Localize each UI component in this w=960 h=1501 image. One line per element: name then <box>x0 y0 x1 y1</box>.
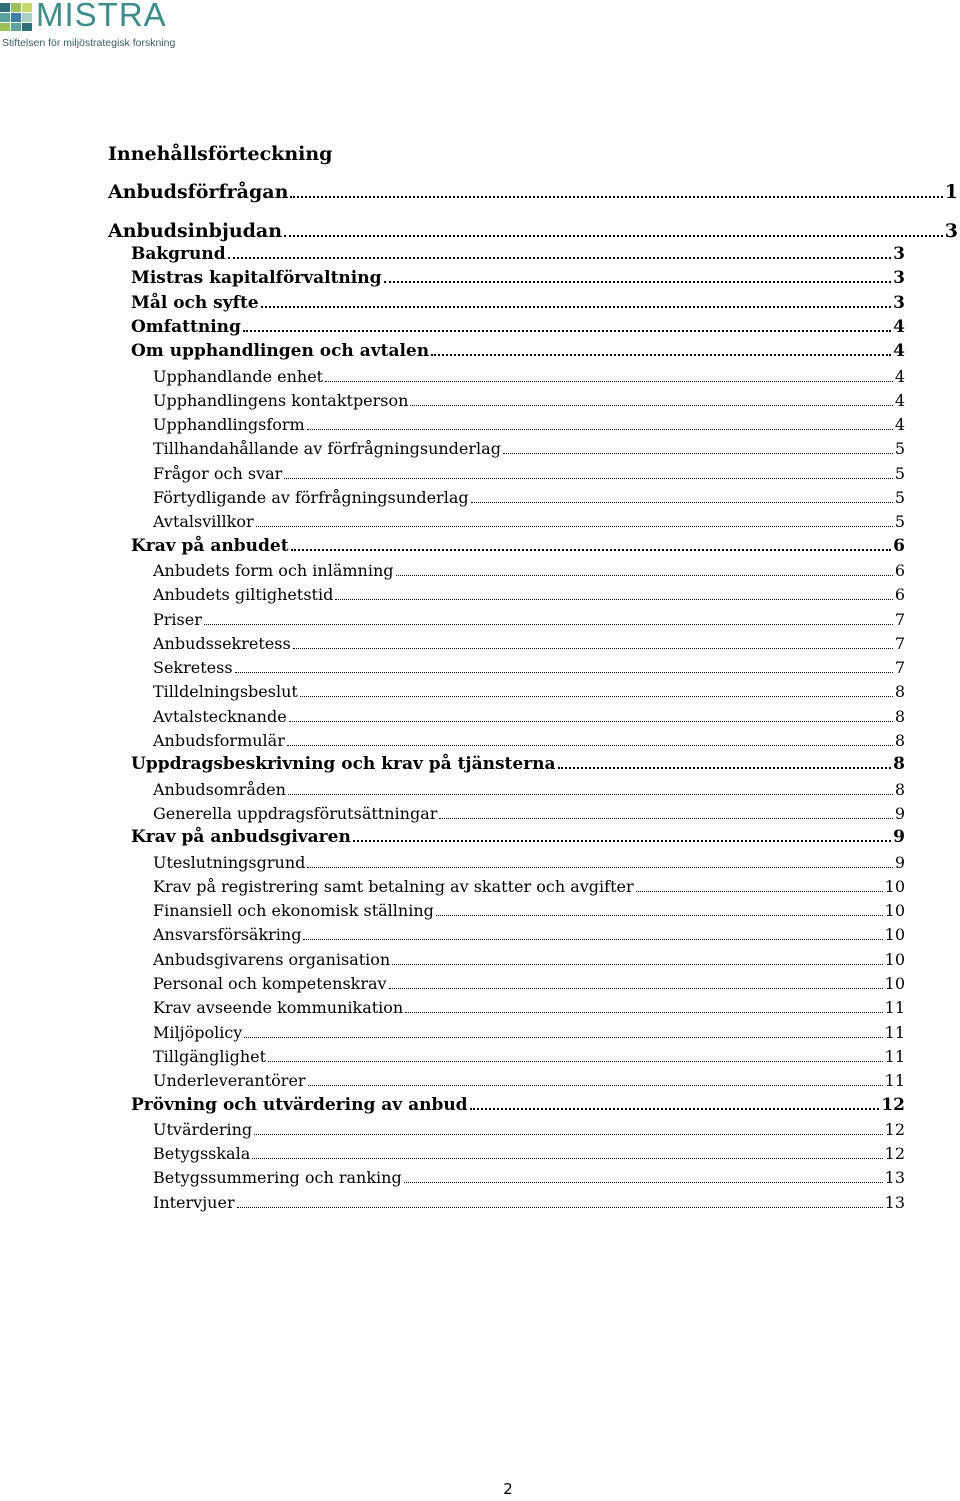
toc-entry[interactable] <box>153 1166 905 1189</box>
toc-leader-dots <box>439 818 892 819</box>
toc-entry[interactable] <box>131 753 905 776</box>
toc-entry[interactable] <box>153 996 905 1019</box>
toc-entry-label: Anbudsförfrågan <box>108 181 289 203</box>
toc-leader-dots <box>256 526 893 527</box>
toc-entry-label: Anbudsformulär <box>153 731 285 750</box>
toc-entry-page: 8 <box>894 731 905 750</box>
toc-entry-page: 10 <box>884 901 905 920</box>
toc-entry[interactable] <box>153 1142 905 1165</box>
toc-entry-label: Tillgänglighet <box>153 1047 267 1066</box>
toc-entry-label: Bakgrund <box>131 244 226 264</box>
toc-entry-page: 4 <box>894 367 905 386</box>
toc-entry-label: Anbudsinbjudan <box>108 220 283 242</box>
toc-entry-label: Intervjuer <box>153 1193 235 1212</box>
toc-entry-label: Finansiell och ekonomisk ställning <box>153 901 434 920</box>
toc-entry-label: Prövning och utvärdering av anbud <box>131 1095 468 1115</box>
toc-entry-page: 8 <box>894 682 905 701</box>
toc-entry-label: Krav på anbudet <box>131 536 289 556</box>
toc-entry-page: 9 <box>894 853 905 872</box>
toc-entry-label: Sekretess <box>153 658 233 677</box>
toc-entry-page: 11 <box>884 1071 905 1090</box>
toc-leader-dots <box>335 599 893 600</box>
toc-leader-dots <box>293 648 893 649</box>
toc-entry[interactable] <box>153 851 905 874</box>
toc-entry-label: Betygsskala <box>153 1144 251 1163</box>
toc-leader-dots <box>410 405 892 406</box>
toc-entry-label: Mål och syfte <box>131 293 259 313</box>
toc-leader-dots <box>307 429 893 430</box>
toc-entry-label: Krav på registrering samt betalning av skatter och avgifter <box>153 877 634 896</box>
toc-entry[interactable] <box>108 218 958 244</box>
toc-entry[interactable] <box>131 340 905 363</box>
toc-entry-page: 10 <box>884 877 905 896</box>
toc-entry-label: Upphandlingsform <box>153 415 305 434</box>
toc-entry-page: 13 <box>884 1193 905 1212</box>
toc-entry[interactable] <box>153 583 905 606</box>
toc-entry-page: 6 <box>893 536 905 556</box>
toc-entry[interactable] <box>153 1021 905 1044</box>
toc-entry[interactable] <box>153 875 905 898</box>
toc-leader-dots <box>284 235 943 237</box>
toc-entry-page: 5 <box>894 464 905 483</box>
toc-entry-label: Upphandlande enhet <box>153 367 324 386</box>
toc-entry-page: 3 <box>944 220 958 242</box>
toc-leader-dots <box>287 745 893 746</box>
toc-leader-dots <box>405 1012 882 1013</box>
mistra-logo <box>0 0 180 52</box>
logo-name: MISTRA <box>36 0 167 33</box>
toc-leader-dots <box>252 1158 882 1159</box>
toc-leader-dots <box>261 306 892 308</box>
toc-leader-dots <box>204 624 893 625</box>
toc-title: Innehållsförteckning <box>108 143 333 165</box>
toc-entry[interactable] <box>131 826 905 849</box>
toc-leader-dots <box>303 939 882 940</box>
toc-entry[interactable] <box>153 365 905 388</box>
toc-leader-dots <box>558 767 892 769</box>
toc-entry-page: 7 <box>894 658 905 677</box>
toc-entry[interactable] <box>153 899 905 922</box>
toc-entry-page: 6 <box>894 561 905 580</box>
toc-leader-dots <box>291 549 892 551</box>
toc-entry-page: 9 <box>893 827 905 847</box>
toc-entry-label: Omfattning <box>131 317 241 337</box>
toc-leader-dots <box>284 478 892 479</box>
toc-entry[interactable] <box>153 608 905 631</box>
toc-leader-dots <box>237 1207 883 1208</box>
toc-entry[interactable] <box>153 923 905 946</box>
toc-entry-page: 10 <box>884 925 905 944</box>
toc-entry[interactable] <box>153 462 905 485</box>
toc-entry-page: 5 <box>894 512 905 531</box>
toc-entry-page: 7 <box>894 634 905 653</box>
toc-entry[interactable] <box>131 316 905 339</box>
toc-entry-label: Anbudssekretess <box>153 634 291 653</box>
toc-entry-label: Krav på anbudsgivaren <box>131 827 351 847</box>
toc-entry[interactable] <box>153 802 905 825</box>
toc-leader-dots <box>353 840 891 842</box>
toc-entry-page: 11 <box>884 1047 905 1066</box>
toc-leader-dots <box>228 257 892 259</box>
toc-leader-dots <box>288 794 893 795</box>
toc-entry-label: Uppdragsbeskrivning och krav på tjänsterna <box>131 754 556 774</box>
toc-entry-page: 4 <box>893 341 905 361</box>
toc-entry[interactable] <box>153 389 905 412</box>
toc-entry[interactable] <box>108 179 958 205</box>
toc-leader-dots <box>308 1085 883 1086</box>
toc-entry-label: Om upphandlingen och avtalen <box>131 341 430 361</box>
toc-entry-label: Betygssummering och ranking <box>153 1168 402 1187</box>
toc-entry-label: Utvärdering <box>153 1120 253 1139</box>
toc-entry-page: 10 <box>884 950 905 969</box>
toc-leader-dots <box>392 964 882 965</box>
toc-entry-label: Frågor och svar <box>153 464 283 483</box>
toc-entry-page: 3 <box>893 244 905 264</box>
toc-entry-label: Tilldelningsbeslut <box>153 682 298 701</box>
toc-entry-label: Personal och kompetenskrav <box>153 974 387 993</box>
toc-leader-dots <box>300 696 893 697</box>
toc-entry-label: Generella uppdragsförutsättningar <box>153 804 438 823</box>
toc-entry-page: 12 <box>884 1120 905 1139</box>
toc-entry-page: 1 <box>944 181 958 203</box>
toc-entry-label: Anbudsområden <box>153 780 286 799</box>
toc-entry[interactable] <box>153 559 905 582</box>
toc-entry-page: 8 <box>894 780 905 799</box>
logo-tagline: Stiftelsen för miljöstrategisk forskning <box>2 37 176 49</box>
toc-entry-page: 5 <box>894 439 905 458</box>
toc-entry[interactable] <box>153 1045 905 1068</box>
toc-leader-dots <box>290 196 942 198</box>
toc-entry[interactable] <box>153 1191 905 1214</box>
toc-entry-label: Underleverantörer <box>153 1071 306 1090</box>
toc-entry[interactable] <box>131 267 905 290</box>
toc-leader-dots <box>325 381 893 382</box>
toc-leader-dots <box>254 1134 882 1135</box>
toc-entry-page: 13 <box>884 1168 905 1187</box>
toc-leader-dots <box>503 453 893 454</box>
toc-leader-dots <box>636 891 883 892</box>
toc-entry-page: 4 <box>894 391 905 410</box>
toc-entry-page: 4 <box>893 317 905 337</box>
toc-entry[interactable] <box>153 948 905 971</box>
toc-leader-dots <box>307 867 892 868</box>
toc-leader-dots <box>404 1182 883 1183</box>
toc-entry-page: 9 <box>894 804 905 823</box>
toc-leader-dots <box>289 721 893 722</box>
toc-leader-dots <box>243 330 891 332</box>
toc-leader-dots <box>384 281 892 283</box>
toc-entry-label: Ansvarsförsäkring <box>153 925 302 944</box>
toc-entry-page: 10 <box>884 974 905 993</box>
toc-leader-dots <box>436 915 883 916</box>
toc-entry[interactable] <box>131 1094 905 1117</box>
toc-entry[interactable] <box>153 656 905 679</box>
toc-entry[interactable] <box>153 680 905 703</box>
page-number: 2 <box>503 1480 513 1498</box>
toc-entry-label: Anbudets giltighetstid <box>153 585 334 604</box>
toc-entry-label: Avtalsvillkor <box>153 512 254 531</box>
toc-entry-label: Avtalstecknande <box>153 707 287 726</box>
toc-leader-dots <box>470 1108 880 1110</box>
toc-leader-dots <box>396 575 893 576</box>
toc-entry-label: Priser <box>153 610 202 629</box>
toc-entry[interactable] <box>153 705 905 728</box>
toc-entry-page: 5 <box>894 488 905 507</box>
toc-leader-dots <box>244 1037 882 1038</box>
toc-leader-dots <box>268 1061 883 1062</box>
toc-entry-label: Miljöpolicy <box>153 1023 243 1042</box>
toc-entry-label: Förtydligande av förfrågningsunderlag <box>153 488 469 507</box>
toc-entry-page: 8 <box>894 707 905 726</box>
toc-entry[interactable] <box>153 972 905 995</box>
toc-leader-dots <box>431 354 891 356</box>
toc-entry-label: Mistras kapitalförvaltning <box>131 268 382 288</box>
toc-leader-dots <box>235 672 893 673</box>
toc-entry-page: 8 <box>893 754 905 774</box>
toc-leader-dots <box>471 502 893 503</box>
toc-entry[interactable] <box>153 632 905 655</box>
toc-entry[interactable] <box>153 729 905 752</box>
toc-entry[interactable] <box>153 1069 905 1092</box>
toc-entry[interactable] <box>131 535 905 558</box>
toc-entry-page: 4 <box>894 415 905 434</box>
toc-entry-label: Tillhandahållande av förfrågningsunderlag <box>153 439 501 458</box>
toc-entry-page: 3 <box>893 293 905 313</box>
toc-entry-page: 6 <box>894 585 905 604</box>
toc-entry-page: 12 <box>881 1095 905 1115</box>
toc-entry-label: Anbudsgivarens organisation <box>153 950 391 969</box>
mistra-logo-mark-icon <box>0 3 32 31</box>
toc-entry-page: 3 <box>893 268 905 288</box>
toc-entry[interactable] <box>131 243 905 266</box>
toc-entry[interactable] <box>153 510 905 533</box>
toc-entry[interactable] <box>153 437 905 460</box>
toc-entry-page: 12 <box>884 1144 905 1163</box>
toc-entry[interactable] <box>153 413 905 436</box>
toc-entry-label: Krav avseende kommunikation <box>153 998 404 1017</box>
toc-leader-dots <box>389 988 883 989</box>
toc-entry[interactable] <box>153 1118 905 1141</box>
toc-entry-label: Upphandlingens kontaktperson <box>153 391 409 410</box>
toc-entry-page: 11 <box>884 1023 905 1042</box>
toc-entry[interactable] <box>153 486 905 509</box>
toc-entry-label: Anbudets form och inlämning <box>153 561 394 580</box>
toc-entry[interactable] <box>153 778 905 801</box>
toc-entry-page: 11 <box>884 998 905 1017</box>
toc-entry-page: 7 <box>894 610 905 629</box>
toc-entry-label: Uteslutningsgrund <box>153 853 306 872</box>
toc-entry[interactable] <box>131 292 905 315</box>
